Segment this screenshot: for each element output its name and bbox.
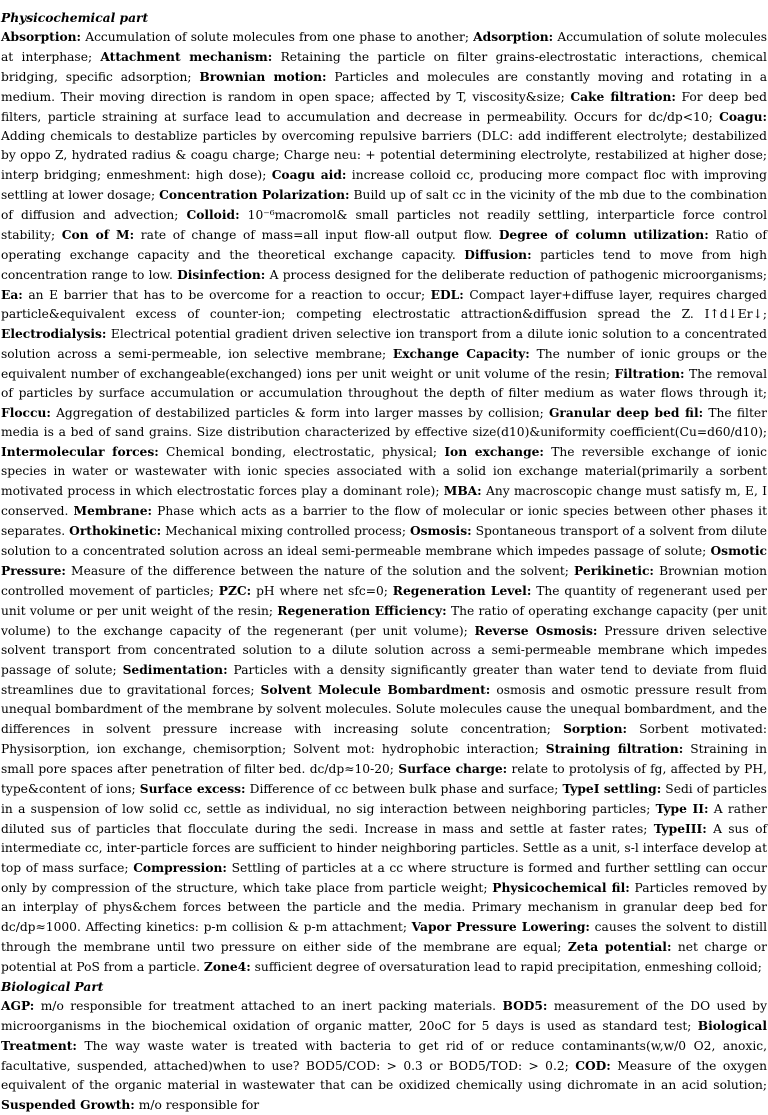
- glossary-definition: The removal of particles by surface accumulation or accumulation throughout the depth of filter medium as water flows through it;: [1, 367, 767, 400]
- glossary-term: Osmotic Pressure:: [1, 543, 767, 578]
- glossary-term: Adsorption:: [473, 29, 554, 44]
- glossary-term: Exchange Capacity:: [392, 346, 530, 361]
- glossary-definition: increase colloid cc, producing more compact floc with improving settling at lower dosage;: [1, 168, 767, 202]
- glossary-entry: [69, 524, 410, 538]
- glossary-definition: The quantity of regenerant used per unit volume or per unit weight of the resin;: [1, 584, 767, 618]
- glossary-term: EDL:: [430, 287, 464, 302]
- glossary-definition: Spontaneous transport of a solvent from dilute solution to a concentrated solution across an ideal semi-permeable membrane which impedes passage of solute;: [1, 524, 767, 558]
- section-title: Physicochemical part: [1, 10, 149, 25]
- glossary-term: Cake filtration:: [570, 89, 676, 104]
- glossary-paragraph: [1, 996, 767, 1115]
- glossary-term: TypeI settling:: [562, 781, 662, 796]
- glossary-definition: Settling of particles at a cc where structure is formed and further settling can occur only by compression of the structure, which take place from particle weight;: [1, 861, 767, 895]
- glossary-definition: m/o responsible for treatment attached to an inert packing materials.: [34, 999, 503, 1013]
- glossary-definition: Phase which acts as a barrier to the flow of molecular or ionic species between other phases it separates.: [1, 504, 767, 538]
- glossary-definition: relate to protolysis of fg, affected by PH, type&content of ions;: [1, 762, 767, 796]
- glossary-definition: Build up of salt cc in the vicinity of the mb due to the combination of diffusion and advection;: [1, 188, 767, 222]
- glossary-term: Con of M:: [61, 227, 135, 242]
- glossary-definition: Any macroscopic change must satisfy m, E, I conserved.: [1, 484, 767, 518]
- glossary-term: Zone4:: [203, 959, 251, 974]
- glossary-term: Orthokinetic:: [69, 523, 162, 538]
- glossary-term: COD:: [575, 1058, 611, 1073]
- glossary-definition: Particles and molecules are constantly moving and rotating in a medium. Their moving direction is random in open space; affected by T, viscosity&size;: [1, 70, 767, 104]
- glossary-definition: Pressure driven selective solvent transport from concentrated solution to a dilute solution across a semi-permeable membrane which impedes passage of solute;: [1, 624, 767, 677]
- glossary-definition: an E barrier that has to be overcome for a reaction to occur;: [22, 288, 431, 302]
- glossary-term: Diffusion:: [464, 247, 532, 262]
- glossary-entry: [1, 1098, 259, 1112]
- glossary-definition: Measure of the oxygen equivalent of the organic material in wastewater that can be oxidized chemically using dichromate in an acid solution;: [1, 1059, 768, 1092]
- glossary-definition: For deep bed filters, particle straining at surface lead to accumulation and decrease in permeability. Occurs for dc/dp<10;: [1, 90, 767, 124]
- glossary-term: Regeneration Efficiency:: [277, 603, 447, 618]
- glossary-term: Compression:: [133, 860, 227, 875]
- glossary-term: AGP:: [1, 998, 35, 1013]
- glossary-term: Floccu:: [1, 405, 51, 420]
- glossary-term: Ea:: [1, 287, 23, 302]
- glossary-term: Attachment mechanism:: [100, 49, 273, 64]
- glossary-term: Biological Treatment:: [1, 1018, 767, 1053]
- glossary-definition: Sedi of particles in a suspension of low solid cc, settle as individual, no sig interaction between neighboring particles;: [1, 782, 767, 816]
- glossary-term: Electrodialysis:: [1, 326, 107, 341]
- glossary-term: Sedimentation:: [122, 662, 228, 677]
- glossary-definition: Accumulation of solute molecules from one phase to another;: [81, 30, 474, 44]
- glossary-definition: A sus of intermediate cc, inter-particle forces are sufficient to hinder neighboring particles. Settle as a unit, s-l interface develop at top of mass surface;: [1, 822, 767, 875]
- glossary-term: Vapor Pressure Lowering:: [411, 919, 590, 934]
- glossary-definition: Mechanical mixing controlled process;: [161, 524, 410, 538]
- glossary-entry: [204, 960, 762, 974]
- glossary-term: Absorption:: [1, 29, 82, 44]
- glossary-term: Solvent Molecule Bombardment:: [260, 682, 491, 697]
- glossary-definition: rate of change of mass=all input flow-all output flow.: [134, 228, 499, 242]
- glossary-definition: The way waste water is treated with bacteria to get rid of or reduce contaminants(w,w/0 O2, anoxic, facultative, suspended, attached)when to use? BOD5/COD: > 0.3 or BOD5/TOD: > 0.2;: [1, 1039, 767, 1073]
- glossary-entry: [62, 228, 499, 242]
- glossary-definition: pH where net sfc=0;: [251, 584, 393, 598]
- glossary-term: TypeIII:: [653, 821, 707, 836]
- glossary-term: Colloid:: [186, 207, 240, 222]
- glossary-term: Sorption:: [563, 721, 628, 736]
- glossary-term: Concentration Polarization:: [159, 187, 350, 202]
- glossary-term: Perikinetic:: [574, 563, 654, 578]
- glossary-term: Degree of column utilization:: [498, 227, 709, 242]
- glossary-term: Ion exchange:: [444, 444, 544, 459]
- glossary-definition: Compact layer+diffuse layer, requires charged particle&equivalent excess of counter-ion; competing electrostatic attraction&diffusion spread the Z. I↑d↓Er↓;: [1, 288, 767, 321]
- glossary-definition: sufficient degree of oversaturation lead to rapid precipitation, enmeshing colloid;: [250, 960, 762, 974]
- document-body: [1, 8, 767, 1115]
- glossary-definition: particles tend to move from high concentration range to low.: [1, 248, 767, 282]
- glossary-definition: The number of ionic groups or the equivalent number of exchangeable(exchanged) ions per unit weight or unit volume of the resin;: [1, 347, 767, 381]
- glossary-term: Reverse Osmosis:: [474, 623, 598, 638]
- glossary-definition: Accumulation of solute molecules at interphase;: [1, 30, 767, 64]
- glossary-term: Membrane:: [73, 503, 153, 518]
- glossary-definition: Particles removed by an interplay of phys&chem forces between the particle and the media. Primary mechanism in granular deep bed for dc/dp≈1000. Affecting kinetics: p-m collision & p-m attachment;: [1, 881, 768, 934]
- glossary-term: BOD5:: [502, 998, 548, 1013]
- glossary-definition: Retaining the particle on filter grains-electrostatic interactions, chemical bridging, specific adsorption;: [1, 50, 767, 84]
- glossary-definition: osmosis and osmotic pressure result from unequal bombardment of the membrane by solvent molecules. Solute molecules cause the unequal bombardment, and the differences in solvent pressure increase with increasing solute concentration;: [1, 683, 767, 736]
- glossary-definition: 10⁻⁶macromol& small particles not readily settling, interparticle force control stability;: [1, 208, 767, 242]
- glossary-term: Surface excess:: [139, 781, 246, 796]
- glossary-definition: causes the solvent to distill through the membrane until two pressure on either side of the membrane are equal;: [1, 920, 767, 954]
- glossary-term: Coagu:: [719, 109, 767, 124]
- glossary-entry: [1, 445, 444, 459]
- glossary-definition: Measure of the difference between the nature of the solution and the solvent;: [65, 564, 575, 578]
- glossary-definition: A rather diluted sus of particles that flocculate during the sedi. Increase in mass and settle at faster rates;: [1, 802, 767, 836]
- glossary-entry: [1, 30, 473, 44]
- glossary-term: Intermolecular forces:: [1, 444, 159, 459]
- glossary-definition: Electrical potential gradient driven selective ion transport from a dilute ionic solution to a concentrated solution across a semi-permeable, ion selective membrane;: [1, 327, 767, 361]
- glossary-definition: Ratio of operating exchange capacity and the theoretical exchange capacity.: [1, 228, 767, 262]
- glossary-term: Brownian motion:: [199, 69, 327, 84]
- glossary-definition: measurement of the DO used by microorganisms in the biochemical oxidation of organic matter, 20oC for 5 days is used as standard test;: [1, 999, 767, 1033]
- glossary-entry: [219, 584, 393, 598]
- glossary-term: Physicochemical fil:: [492, 880, 630, 895]
- glossary-term: Suspended Growth:: [1, 1097, 135, 1112]
- glossary-definition: The reversible exchange of ionic species in water or wastewater with ionic species associated with a solid ion exchange material(primarily a sorbent motivated process in which electrostatic forces play a dominant role);: [1, 445, 768, 498]
- glossary-definition: Aggregation of destabilized particles & form into larger masses by collision;: [50, 406, 549, 420]
- glossary-term: Regeneration Level:: [392, 583, 532, 598]
- glossary-term: Filtration:: [614, 366, 685, 381]
- glossary-definition: net charge or potential at PoS from a particle.: [1, 940, 767, 974]
- glossary-definition: Straining in small pore spaces after penetration of filter bed. dc/dp≈10-20;: [1, 742, 767, 776]
- glossary-definition: Brownian motion controlled movement of particles;: [1, 564, 767, 598]
- glossary-definition: Difference of cc between bulk phase and surface;: [245, 782, 563, 796]
- glossary-definition: m/o responsible for: [134, 1098, 260, 1112]
- glossary-term: Osmosis:: [409, 523, 472, 538]
- glossary-entry: [177, 268, 767, 282]
- glossary-entry: [140, 782, 563, 796]
- glossary-term: Disinfection:: [177, 267, 266, 282]
- glossary-definition: The filter media is a bed of sand grains. Size distribution characterized by effective size(d10)&uniformity coefficient(Cu=d60/d10);: [1, 406, 767, 439]
- glossary-definition: Sorbent motivated: Physisorption, ion exchange, chemisorption; Solvent mot: hydrophobic interaction;: [1, 722, 767, 756]
- glossary-definition: Particles with a density significantly greater than water tend to deviate from fluid streamlines due to gravitational forces;: [1, 663, 767, 697]
- glossary-definition: Chemical bonding, electrostatic, physical;: [158, 445, 445, 459]
- glossary-term: Surface charge:: [398, 761, 508, 776]
- glossary-entry: [1, 288, 431, 302]
- glossary-definition: A process designed for the deliberate reduction of pathogenic microorganisms;: [265, 268, 768, 282]
- glossary-entry: [1, 406, 549, 420]
- glossary-term: Zeta potential:: [567, 939, 672, 954]
- glossary-term: Granular deep bed fil:: [548, 405, 704, 420]
- glossary-term: Type II:: [655, 801, 709, 816]
- glossary-entry: [1, 999, 503, 1013]
- glossary-term: MBA:: [443, 483, 482, 498]
- glossary-paragraph: [1, 27, 767, 977]
- glossary-term: Coagu aid:: [271, 167, 347, 182]
- glossary-definition: Adding chemicals to destablize particles by overcoming repulsive barriers (DLC: add indifferent electrolyte; destabilized by oppo Z, hydrated radius & coagu charge; Charge neu: + potential determining electrolyte, restabilized at higher dose; interp bridging; enmeshment: high dose);: [1, 129, 767, 182]
- glossary-definition: The ratio of operating exchange capacity (per unit volume) to the exchange capacity of the regenerant (per unit volume);: [1, 604, 767, 638]
- section-title: Biological Part: [1, 979, 104, 994]
- glossary-term: Straining filtration:: [545, 741, 684, 756]
- glossary-term: PZC:: [218, 583, 252, 598]
